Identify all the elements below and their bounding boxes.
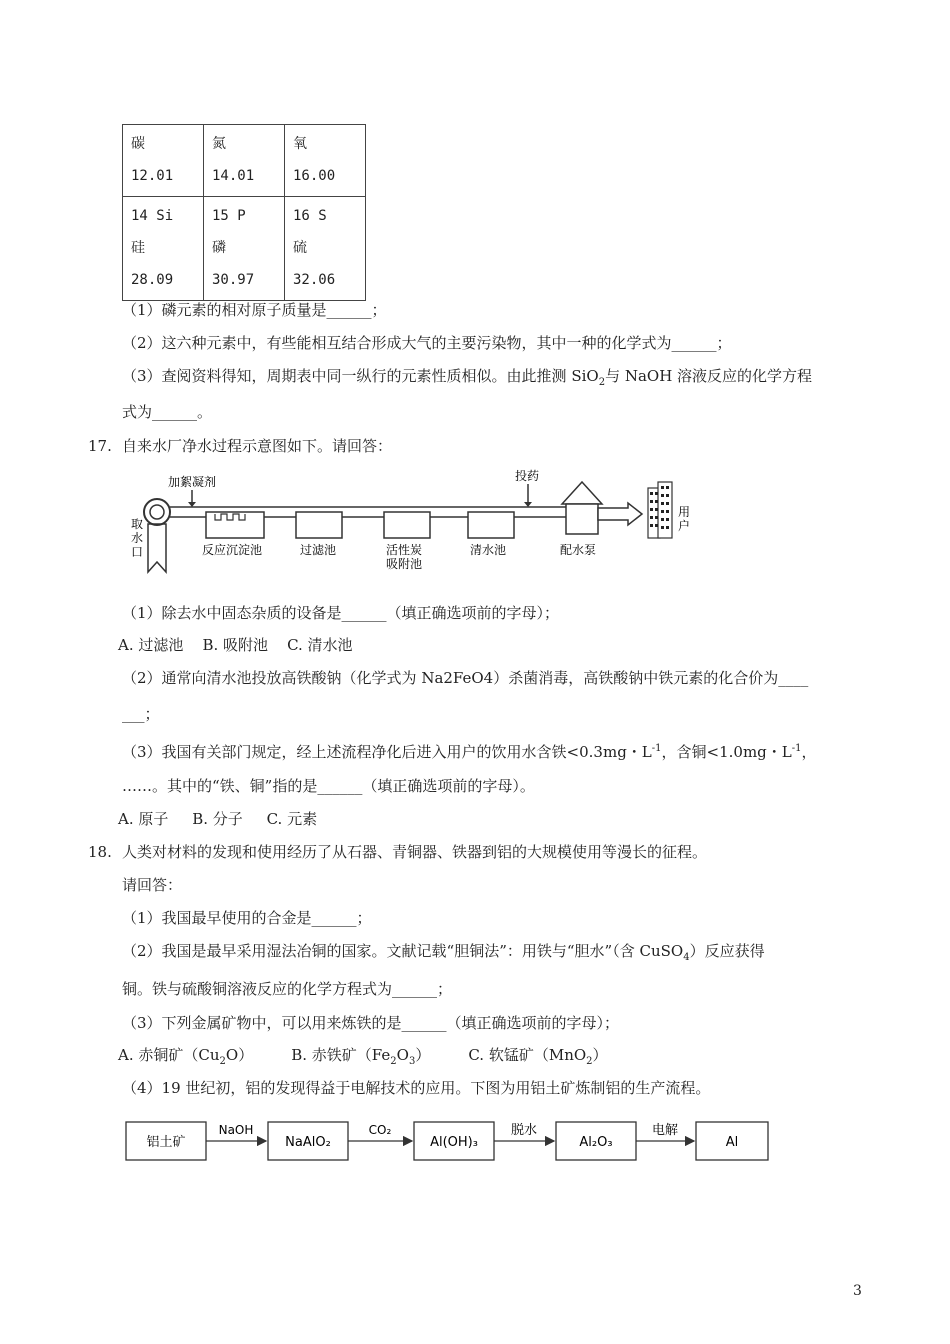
intake-label: 取 xyxy=(131,517,144,531)
table-cell: 16 S 硫 32.06 xyxy=(285,197,366,301)
pump-house xyxy=(566,504,598,534)
svg-text:水: 水 xyxy=(131,531,144,545)
q17-part3-options: A. 原子 B. 分子 C. 元素 xyxy=(118,810,318,828)
table-cell: 14 Si 硅 28.09 xyxy=(123,197,204,301)
flow-arrow-label: 电解 xyxy=(651,1123,679,1138)
q17-part3-line1: （3）我国有关部门规定，经上述流程净化后进入用户的饮用水含铁<0.3mg・$L^{-1}$，含铜<1.0mg・$L^{-1}$， xyxy=(122,743,817,761)
q18-part3: （3）下列金属矿物中，可以用来炼铁的是______（填正确选项前的字母）； xyxy=(122,1014,620,1032)
q18-number: 18. xyxy=(88,843,112,861)
svg-text:Al(OH)₃: Al(OH)₃ xyxy=(430,1135,478,1150)
clear-tank-label: 清水池 xyxy=(470,543,507,557)
q16-part1: （1）磷元素的相对原子质量是______； xyxy=(122,301,387,319)
q18-part2-line1: （2）我国是最早采用湿法冶铜的国家。文献记载“胆铜法”：用铁与“胆水”（含 CuSO$_4$）反应获得 xyxy=(122,942,765,963)
table-cell: 15 P 磷 30.97 xyxy=(204,197,285,301)
q17-part3-line2: ……。其中的“铁、铜”指的是______（填正确选项前的字母）。 xyxy=(122,777,535,795)
q17-part1: （1）除去水中固态杂质的设备是______（填正确选项前的字母）； xyxy=(122,604,560,622)
flow-arrow-label: 脱水 xyxy=(510,1123,538,1138)
q17-stem: 自来水厂净水过程示意图如下。请回答： xyxy=(122,437,393,455)
svg-text:Al₂O₃: Al₂O₃ xyxy=(579,1135,613,1150)
carbon-tank-label: 活性炭 xyxy=(386,543,423,557)
svg-text:铝土矿: 铝土矿 xyxy=(146,1135,186,1150)
intake-pipe xyxy=(148,524,166,572)
svg-text:户: 户 xyxy=(678,519,691,533)
q18-part2-line2: 铜。铁与硫酸铜溶液反应的化学方程式为______； xyxy=(122,980,453,998)
svg-text:NaAlO₂: NaAlO₂ xyxy=(285,1135,331,1150)
clear-water-tank xyxy=(468,512,514,538)
q18-stem-2: 请回答： xyxy=(122,876,183,894)
q16-part2: （2）这六种元素中，有些能相互结合形成大气的主要污染物，其中一种的化学式为______； xyxy=(122,334,732,352)
reaction-tank-label: 反应沉淀池 xyxy=(202,543,263,557)
q18-part3-options: A. 赤铜矿$(Cu_2O)$ B. 赤铁矿$(Fe_2O_3)$ C. 软锰矿（MnO$_2$） xyxy=(118,1046,608,1067)
q17-part2-line1: （2）通常向清水池投放高铁酸钠（化学式为 Na2FeO4）杀菌消毒，高铁酸钠中铁元素的化合价为____ xyxy=(122,669,809,687)
table-cell: 氮 14.01 xyxy=(204,125,285,197)
q17-part2-line2: ___； xyxy=(122,705,160,723)
dosing-label: 投药 xyxy=(515,469,540,483)
filter-tank xyxy=(296,512,342,538)
q18-part1: （1）我国最早使用的合金是______； xyxy=(122,909,372,927)
table-cell: 碳 12.01 xyxy=(123,125,204,197)
q18-part4: （4）19 世纪初，铝的发现得益于电解技术的应用。下图为用铝土矿炼制铝的生产流程。 xyxy=(122,1079,711,1097)
q16-part3-line2: 式为______。 xyxy=(122,403,213,421)
svg-text:口: 口 xyxy=(131,545,144,559)
coagulant-label: 加絮凝剂 xyxy=(168,475,217,489)
intake-circle xyxy=(144,499,170,525)
filter-tank-label: 过滤池 xyxy=(300,543,337,557)
water-treatment-diagram xyxy=(120,462,720,577)
flow-arrow-label: NaOH xyxy=(218,1123,254,1137)
table-cell: 氧 16.00 xyxy=(285,125,366,197)
q17-part1-options: A. 过滤池 B. 吸附池 C. 清水池 xyxy=(118,636,353,654)
aluminum-flow-diagram xyxy=(118,1112,778,1168)
svg-text:Al: Al xyxy=(725,1135,739,1150)
table-row xyxy=(123,125,366,197)
element-table xyxy=(122,124,366,301)
user-label: 用 xyxy=(678,505,691,519)
pump-house-roof xyxy=(562,482,602,504)
table-row xyxy=(123,197,366,301)
carbon-adsorption-tank xyxy=(384,512,430,538)
flow-arrow-label: CO₂ xyxy=(368,1123,392,1137)
q16-part3-line1: （3）查阅资料得知，周期表中同一纵行的元素性质相似。由此推测 SiO$_2$与 NaOH 溶液反应的化学方程 xyxy=(122,367,813,388)
page-number: 3 xyxy=(853,1283,862,1299)
svg-text:吸附池: 吸附池 xyxy=(386,557,423,571)
q17-number: 17. xyxy=(88,437,112,455)
pump-label: 配水泵 xyxy=(560,543,597,557)
q18-stem: 人类对材料的发现和使用经历了从石器、青铜器、铁器到铝的大规模使用等漫长的征程。 xyxy=(122,843,708,861)
supply-arrow xyxy=(598,503,642,525)
